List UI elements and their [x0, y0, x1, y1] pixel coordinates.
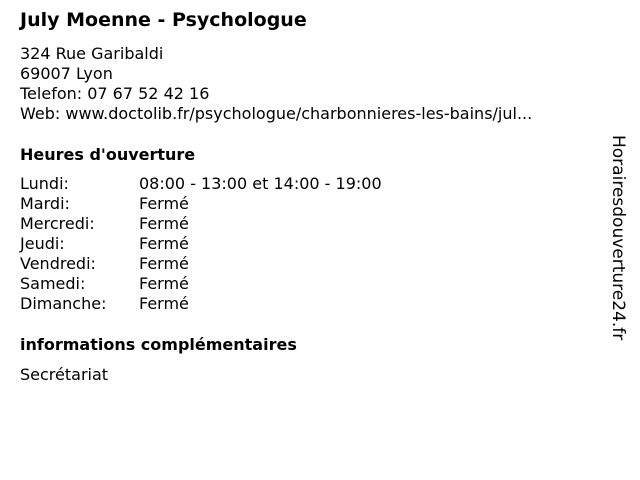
phone-number: Telefon: 07 67 52 42 16 — [20, 84, 210, 103]
page-title: July Moenne - Psychologue — [20, 9, 307, 31]
day-label: Vendredi: — [20, 254, 96, 273]
day-hours: Fermé — [139, 194, 189, 213]
day-label: Jeudi: — [20, 234, 65, 253]
day-hours: Fermé — [139, 234, 189, 253]
day-label: Lundi: — [20, 174, 69, 193]
opening-hours-table — [20, 174, 382, 314]
hours-row-tuesday — [20, 194, 382, 214]
additional-info-text: Secrétariat — [20, 365, 109, 384]
hours-row-monday — [20, 174, 382, 194]
address-block — [20, 44, 532, 124]
hours-row-thursday — [20, 234, 382, 254]
day-hours: Fermé — [139, 214, 189, 233]
day-hours: Fermé — [139, 294, 189, 313]
day-label: Mercredi: — [20, 214, 95, 233]
day-hours: 08:00 - 13:00 et 14:00 - 19:00 — [139, 174, 382, 193]
site-watermark: Horairesdouverture24.fr — [608, 135, 628, 341]
hours-row-sunday — [20, 294, 382, 314]
city: 69007 Lyon — [20, 64, 113, 83]
day-label: Mardi: — [20, 194, 70, 213]
additional-info-heading: informations complémentaires — [20, 335, 297, 354]
street-address: 324 Rue Garibaldi — [20, 44, 164, 63]
day-label: Dimanche: — [20, 294, 107, 313]
hours-row-saturday — [20, 274, 382, 294]
day-label: Samedi: — [20, 274, 86, 293]
website-link[interactable]: Web: www.doctolib.fr/psychologue/charbonnieres-les-bains/jul... — [20, 104, 533, 123]
day-hours: Fermé — [139, 254, 189, 273]
opening-hours-heading: Heures d'ouverture — [20, 145, 196, 164]
hours-row-friday — [20, 254, 382, 274]
hours-row-wednesday — [20, 214, 382, 234]
day-hours: Fermé — [139, 274, 189, 293]
